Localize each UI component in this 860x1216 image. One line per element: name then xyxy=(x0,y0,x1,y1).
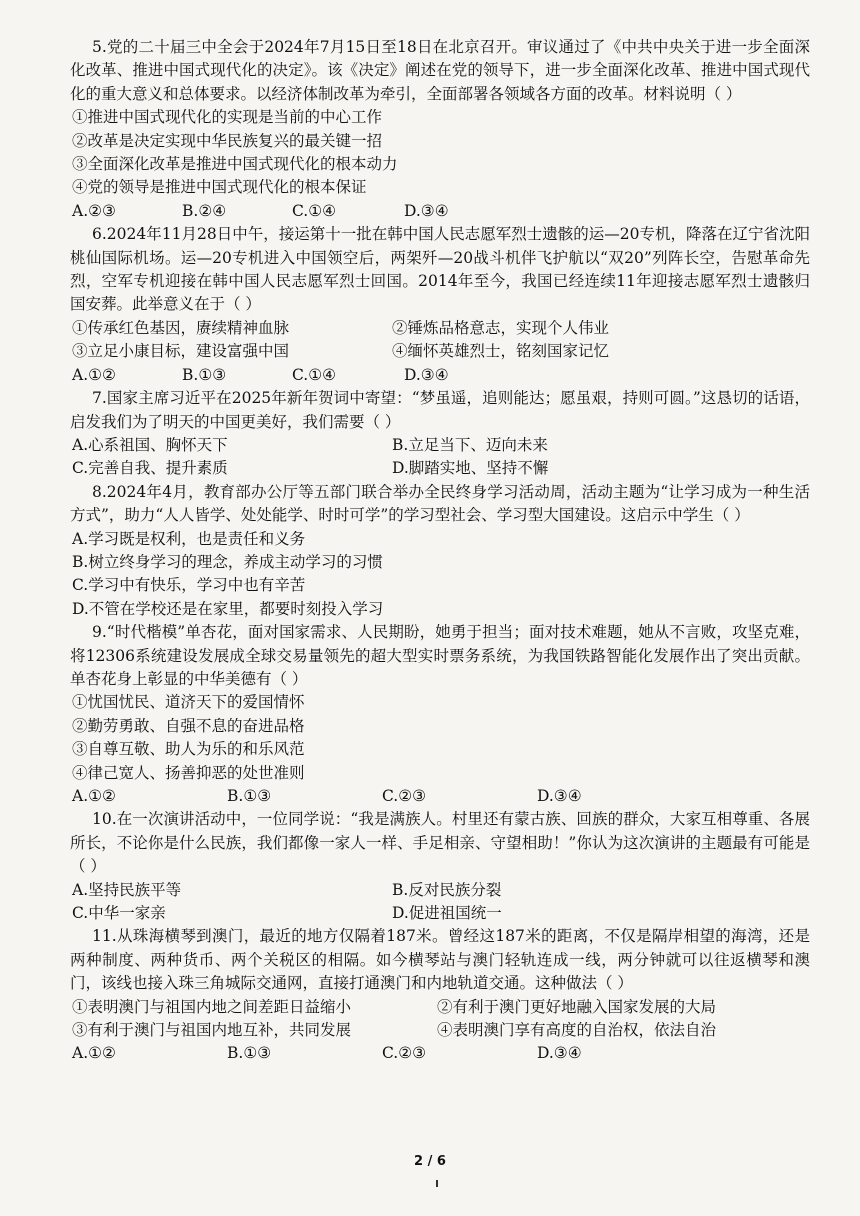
question-stem: 10.在一次演讲活动中，一位同学说：“我是满族人。村里还有蒙古族、回族的群众，大家互相尊重、各展所长，不论你是什么民族，我们都像一家人一样、手足相亲、守望相助！”你认为这次演讲的主题最有可能是（ ） xyxy=(70,810,810,876)
scan-mark xyxy=(436,1180,438,1187)
page-number: 2 / 6 xyxy=(414,1154,446,1169)
statement-item: ④党的领导是推进中国式现代化的根本保证 xyxy=(72,178,367,197)
statement-row xyxy=(70,317,810,340)
statement-item: ①推进中国式现代化的实现是当前的中心工作 xyxy=(72,108,383,127)
question-5 xyxy=(70,36,810,223)
option-a[interactable]: A.心系祖国、胸怀天下 xyxy=(72,435,228,454)
answer-options xyxy=(70,1042,810,1065)
option-d[interactable]: D.③④ xyxy=(404,365,449,384)
statement-item: ②勤劳勇敢、自强不息的奋进品格 xyxy=(72,716,305,735)
option-a[interactable]: A.①② xyxy=(72,1044,116,1063)
statement-item: ②锤炼品格意志，实现个人伟业 xyxy=(392,318,610,337)
statement-row xyxy=(70,996,810,1019)
option-b[interactable]: B.立足当下、迈向未来 xyxy=(392,435,548,454)
option-d[interactable]: D.促进祖国统一 xyxy=(392,904,502,923)
option-b[interactable]: B.树立终身学习的理念，养成主动学习的习惯 xyxy=(72,552,383,571)
question-7 xyxy=(70,387,810,481)
option-c[interactable]: C.学习中有快乐，学习中也有辛苦 xyxy=(72,576,306,595)
option-d[interactable]: D.脚踏实地、坚持不懈 xyxy=(392,459,549,478)
question-9 xyxy=(70,621,810,808)
option-a[interactable]: A.①② xyxy=(72,365,116,384)
answer-options xyxy=(70,364,810,387)
question-stem: 11.从珠海横琴到澳门，最近的地方仅隔着187米。曾经这187米的距离，不仅是隔岸相望的海湾，还是两种制度、两种货币、两个关税区的相隔。如今横琴站与澳门轻轨连成一线，两分钟就可以往返横琴和澳门，该线也接入珠三角城际交通网，直接打通澳门和内地轨道交通。这种做法（ ） xyxy=(70,927,810,993)
option-d[interactable]: D.不管在学校还是在家里，都要时刻投入学习 xyxy=(72,599,384,618)
option-a[interactable]: A.②③ xyxy=(72,201,116,220)
answer-options-row xyxy=(70,457,810,480)
statement-item: ①忧国忧民、道济天下的爱国情怀 xyxy=(72,693,305,712)
question-stem: 9.“时代楷模”单杏花，面对国家需求、人民期盼，她勇于担当；面对技术难题，她从不言败，攻坚克难，将12306系统建设发展成全球交易量领先的超大型实时票务系统，为我国铁路智能化发展作出了突出贡献。单杏花身上彰显的中华美德有（ ） xyxy=(70,623,810,688)
option-b[interactable]: B.②④ xyxy=(182,201,227,220)
option-c[interactable]: C.①④ xyxy=(292,365,337,384)
option-b[interactable]: B.①③ xyxy=(227,1044,272,1063)
question-list xyxy=(70,36,810,1066)
option-c[interactable]: C.①④ xyxy=(292,201,337,220)
statement-item: ②改革是决定实现中华民族复兴的最关键一招 xyxy=(72,131,383,150)
option-b[interactable]: B.①③ xyxy=(227,787,272,805)
statement-item: ②有利于澳门更好地融入国家发展的大局 xyxy=(437,997,717,1016)
option-c[interactable]: C.②③ xyxy=(382,787,427,805)
answer-options-row xyxy=(70,434,810,457)
option-a[interactable]: A.坚持民族平等 xyxy=(72,880,182,899)
statement-item: ③自尊互敬、助人为乐的和乐风范 xyxy=(72,740,305,759)
statement-row xyxy=(70,1019,810,1042)
answer-options xyxy=(70,200,810,223)
question-8 xyxy=(70,481,810,621)
option-c[interactable]: C.完善自我、提升素质 xyxy=(72,459,228,478)
question-stem: 5.党的二十届三中全会于2024年7月15日至18日在北京召开。审议通过了《中共中央关于进一步全面深化改革、推进中国式现代化的决定》。该《决定》阐述在党的领导下，进一步全面深化改革、推进中国式现代化的重大意义和总体要求。以经济体制改革为牵引，全面部署各领域各方面的改革。材料说明（ ） xyxy=(70,38,810,103)
option-c[interactable]: C.中华一家亲 xyxy=(72,904,166,923)
option-d[interactable]: D.③④ xyxy=(537,1044,582,1063)
question-11 xyxy=(70,925,810,1065)
statement-item: ④律己宽人、扬善抑恶的处世准则 xyxy=(72,763,305,782)
statement-row xyxy=(70,340,810,363)
statement-item: ④表明澳门享有高度的自治权，依法自治 xyxy=(437,1021,717,1040)
statement-item: ①表明澳门与祖国内地之间差距日益缩小 xyxy=(72,997,352,1016)
option-a[interactable]: A.①② xyxy=(72,787,116,805)
question-stem: 7.国家主席习近平在2025年新年贺词中寄望：“梦虽遥，追则能达；愿虽艰，持则可圆。”这恳切的话语，启发我们为了明天的中国更美好，我们需要（ ） xyxy=(70,389,810,431)
answer-options-row xyxy=(70,902,810,925)
question-stem: 6.2024年11月28日中午，接运第十一批在韩中国人民志愿军烈士遗骸的运—20专机，降落在辽宁省沈阳桃仙国际机场。运—20专机进入中国领空后，两架歼—20战斗机伴飞护航以“双20”列阵长空，告慰革命先烈，空军专机迎接在韩中国人民志愿军烈士回国。2014年至今，我国已经连续11年迎接志愿军烈士遗骸归国安葬。此举意义在于（ ） xyxy=(70,225,810,314)
answer-options xyxy=(70,785,810,808)
statement-item: ③立足小康目标，建设富强中国 xyxy=(72,342,290,361)
question-10 xyxy=(70,808,810,925)
statement-item: ①传承红色基因，赓续精神血脉 xyxy=(72,318,290,337)
question-stem: 8.2024年4月，教育部办公厅等五部门联合举办全民终身学习活动周，活动主题为“让学习成为一种生活方式”，助力“人人皆学、处处能学、时时可学”的学习型社会、学习型大国建设。这启示中学生（ ） xyxy=(70,482,810,525)
option-d[interactable]: D.③④ xyxy=(404,201,449,220)
option-c[interactable]: C.②③ xyxy=(382,1044,427,1063)
option-d[interactable]: D.③④ xyxy=(537,787,582,805)
option-a[interactable]: A.学习既是权利，也是责任和义务 xyxy=(72,529,306,548)
statement-item: ③有利于澳门与祖国内地互补，共同发展 xyxy=(72,1021,352,1040)
statement-item: ④缅怀英雄烈士，铭刻国家记忆 xyxy=(392,342,610,361)
option-b[interactable]: B.反对民族分裂 xyxy=(392,880,502,899)
option-b[interactable]: B.①③ xyxy=(182,365,227,384)
statement-item: ③全面深化改革是推进中国式现代化的根本动力 xyxy=(72,155,398,174)
question-6 xyxy=(70,223,810,387)
answer-options-row xyxy=(70,879,810,902)
